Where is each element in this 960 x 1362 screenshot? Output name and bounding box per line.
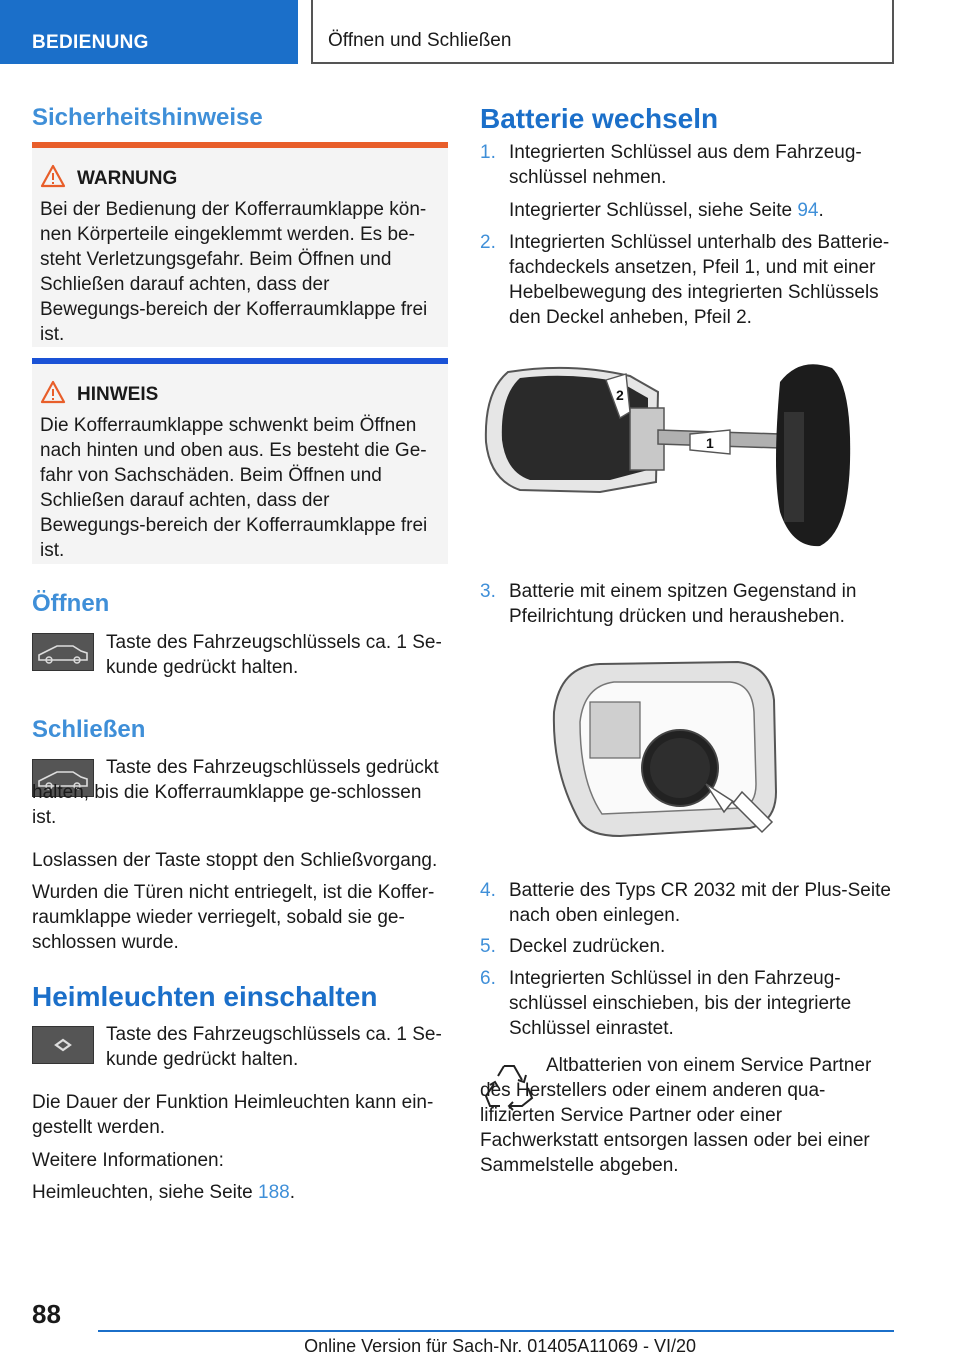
close-text: Taste des Fahrzeugschlüssels gedrückt halten, bis die Kofferraumklappe ge-schlossen ist. xyxy=(32,757,439,828)
notice-box xyxy=(32,358,448,564)
page-link-94[interactable]: 94 xyxy=(797,200,819,221)
warning-box xyxy=(32,142,448,347)
step-4 xyxy=(480,878,896,928)
footer-divider xyxy=(98,1330,894,1332)
step-number: 2. xyxy=(480,232,496,253)
close-heading: Schließen xyxy=(32,716,146,743)
arrow-2-label: 2 xyxy=(616,387,624,403)
light-heading: Heimleuchten einschalten xyxy=(32,981,378,1012)
arrow-1-label: 1 xyxy=(706,435,714,451)
page-link-188[interactable]: 188 xyxy=(258,1182,290,1203)
light-text: Taste des Fahrzeugschlüssels ca. 1 Se-kunde gedrückt halten. xyxy=(106,1024,442,1070)
step-text: Batterie des Typs CR 2032 mit der Plus-Seite nach oben einlegen. xyxy=(509,880,891,926)
light-paragraph-3: Weitere Informationen: xyxy=(32,1150,224,1171)
close-paragraph-3: Wurden die Türen nicht entriegelt, ist die Koffer-raumklappe wieder verriegelt, sobald sie ge-schlossen wurde. xyxy=(32,882,435,953)
step-5 xyxy=(480,934,896,959)
warning-title: WARNUNG xyxy=(77,168,178,189)
step-number: 1. xyxy=(480,142,496,163)
warning-triangle-icon xyxy=(40,164,66,188)
warning-text: Bei der Bedienung der Kofferraumklappe kön-nen Körperteile eingeklemmt werden. Es be-steht Verletzungsgefahr. Beim Öffnen und Schließen darauf achten, dass der Bewegungs-bereich der Kofferraumklappe frei ist. xyxy=(40,199,428,345)
step-number: 5. xyxy=(480,936,496,957)
key-fob-illustration xyxy=(480,352,896,552)
notice-triangle-icon xyxy=(40,380,66,404)
notice-text: Die Kofferraumklappe schwenkt beim Öffnen nach hinten und oben aus. Es besteht die Ge-fahr von Sachschäden. Beim Öffnen und Schließen darauf achten, dass der Bewegungs-bereich der Kofferraumklappe frei ist. xyxy=(40,415,428,561)
step-text: Integrierten Schlüssel in den Fahrzeug-schlüssel einschieben, bis der integrierte Schlüssel einrastet. xyxy=(509,968,852,1039)
step-text: Deckel zudrücken. xyxy=(509,936,666,957)
close-paragraph-2: Loslassen der Taste stoppt den Schließvorgang. xyxy=(32,850,438,871)
step-text: Integrierten Schlüssel unterhalb des Batterie-fachdeckels ansetzen, Pfeil 1, und mit einer Hebelbewegung des integrierten Schlüssels den Deckel anheben, Pfeil 2. xyxy=(509,232,890,328)
battery-heading: Batterie wechseln xyxy=(480,103,719,134)
diamond-icon xyxy=(33,1027,93,1063)
light-paragraph-2: Die Dauer der Funktion Heimleuchten kann ein-gestellt werden. xyxy=(32,1092,434,1138)
step-number: 3. xyxy=(480,581,496,602)
step-number: 4. xyxy=(480,880,496,901)
open-text: Taste des Fahrzeugschlüssels ca. 1 Se-kunde gedrückt halten. xyxy=(106,632,442,678)
trunk-key-icon xyxy=(32,633,94,671)
step-text: Batterie mit einem spitzen Gegenstand in Pfeilrichtung drücken und herausheben. xyxy=(509,581,857,627)
chapter-label: Öffnen und Schließen xyxy=(328,30,512,51)
step-number: 6. xyxy=(480,968,496,989)
step-text: Integrierten Schlüssel aus dem Fahrzeug-schlüssel nehmen. xyxy=(509,142,862,188)
step-1-reference: Integrierter Schlüssel, siehe Seite 94. xyxy=(509,200,824,221)
step-3 xyxy=(480,579,896,629)
open-heading: Öffnen xyxy=(32,590,110,617)
light-key-icon xyxy=(32,1026,94,1064)
step-2 xyxy=(480,230,896,330)
battery-compartment-illustration xyxy=(480,652,896,842)
chapter-tab xyxy=(311,0,894,64)
car-trunk-icon xyxy=(33,634,93,670)
footer-text: Online Version für Sach-Nr. 01405A11069 - VI/20 xyxy=(304,1336,696,1356)
notice-title: HINWEIS xyxy=(77,384,159,405)
recycle-text: Altbatterien von einem Service Partner des Herstellers oder einem anderen qua-lifizierten Service Partner oder einer Fachwerkstatt entsorgen lassen oder bei einer Sammelstelle abgeben. xyxy=(480,1055,872,1176)
light-reference: Heimleuchten, siehe Seite 188. xyxy=(32,1182,295,1203)
safety-heading: Sicherheitshinweise xyxy=(32,104,263,131)
step-6 xyxy=(480,966,896,1041)
section-tab xyxy=(0,0,298,64)
step-1 xyxy=(480,140,896,190)
page-number: 88 xyxy=(32,1299,61,1329)
section-label: BEDIENUNG xyxy=(32,32,149,53)
